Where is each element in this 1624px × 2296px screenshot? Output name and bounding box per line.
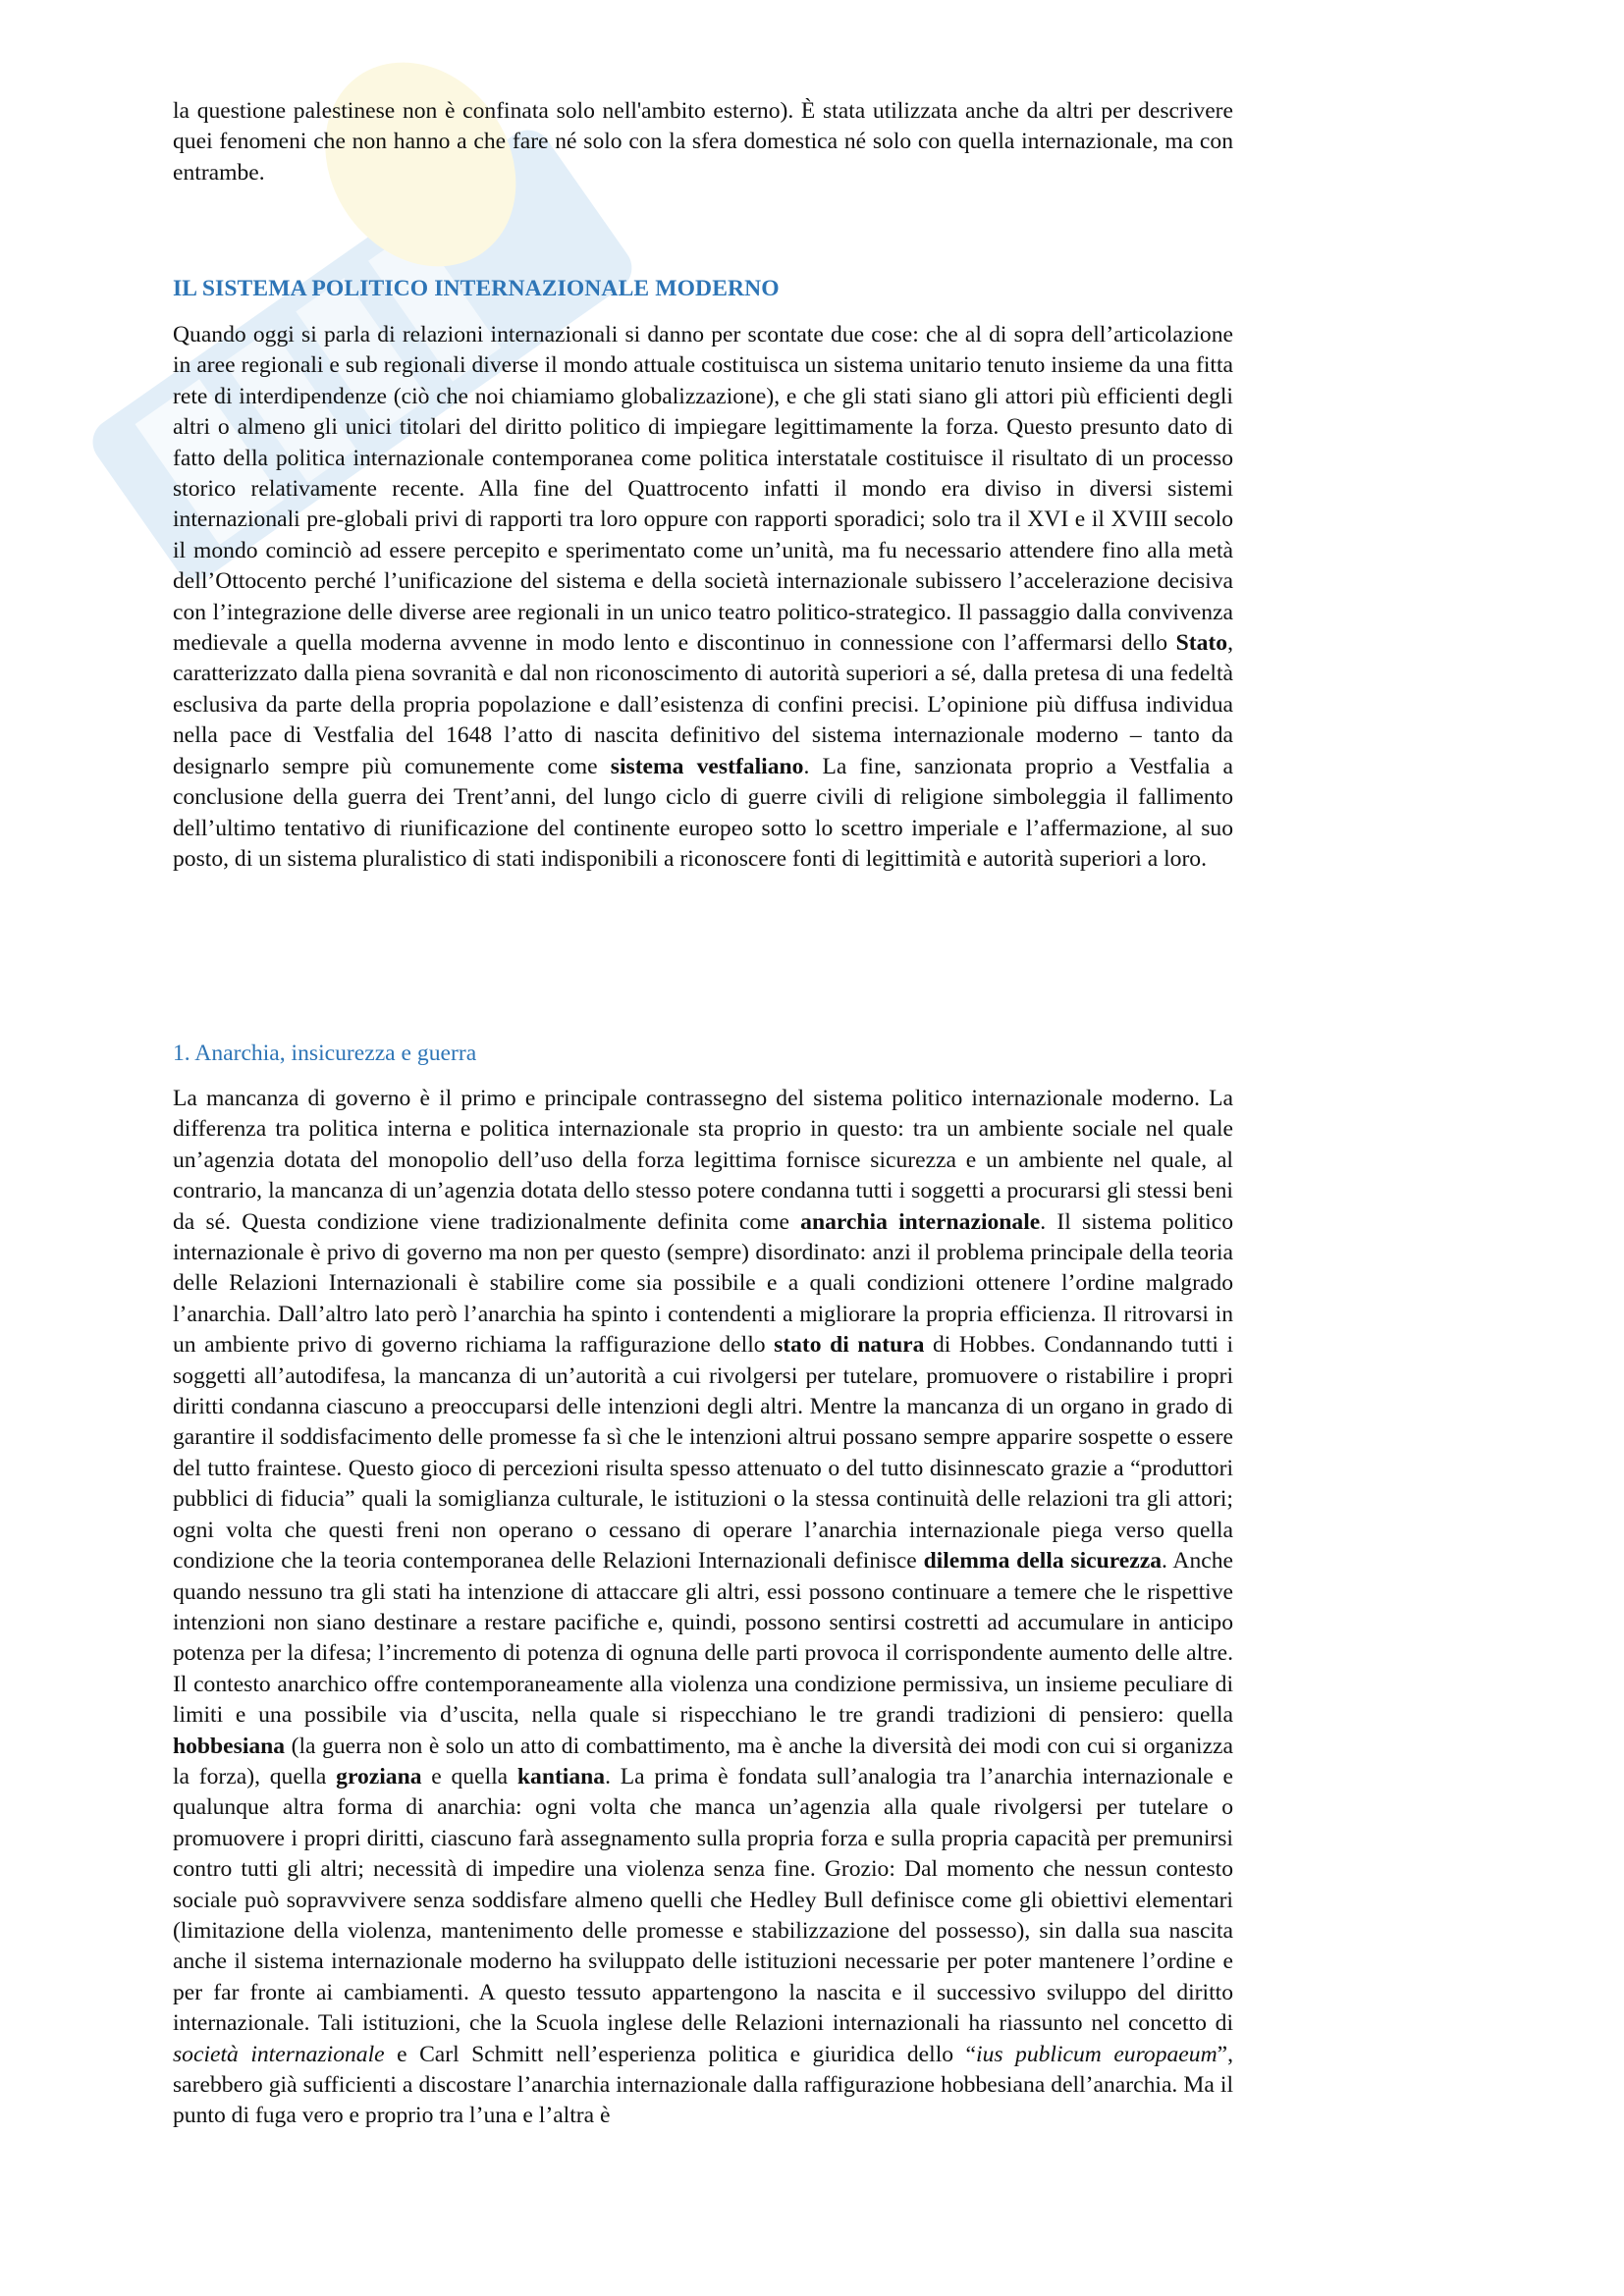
bold-term: dilemma della sicurezza — [923, 1548, 1163, 1575]
text-run: e Carl Schmitt nell’esperienza politica e giuridica dello “ — [384, 2041, 977, 2067]
text-run: . Il sistema politico internazionale è privo di governo ma non per questo (sempre) disordinato: anzi il problema principale della teoria delle Relazioni Internazionali è stabilire come sia possibile e a quali condizioni ottenere l’ordine malgrado l’anarchia. Dall’altro lato però l’anarchia ha spinto i contendenti a migliorare la propria efficienza. Il ritrovarsi in un ambiente privo di governo richiama la raffigurazione dello — [173, 1208, 1233, 1359]
text-run: . La prima è fondata sull’analogia tra l’anarchia internazionale e qualunque altra forma di anarchia: ogni volta che manca un’agenzia alla quale rivolgersi per tutelare o promuovere i propri diritti, ciascuno farà assegnamento sulla propria forza e sulla propria capacità per premunirsi contro tutti gli altri; necessità di impedire una violenza senza fine. Grozio: Dal momento che nessun contesto sociale può sopravvivere senza soddisfare almeno quelli che Hedley Bull definisce come gli obiettivi elementari (limitazione della violenza, mantenimento delle promesse e stabilizzazione del possesso), sin dalla sua nascita anche il sistema internazionale moderno ha sviluppato delle istituzioni necessarie per poter mantenere l’ordine e per far fronte ai cambiamenti. A questo tessuto appartengono la nascita e il successivo sviluppo del diritto internazionale. Tali istituzioni, che la Scuola inglese delle Relazioni internazionali ha riassunto nel concetto di — [173, 1763, 1233, 2037]
text-run: ”, sarebbero già sufficienti a discostare l’anarchia internazionale dalla raffigurazione hobbesiana dell’anarchia. Ma il punto di fuga vero e proprio tra l’una e l’altra è — [173, 2041, 1233, 2129]
italic-term: società internazionale — [173, 2041, 385, 2067]
intro-paragraph: la questione palestinese non è confinata solo nell'ambito esterno). È stata utilizzata anche da altri per descrivere quei fenomeni che non hanno a che fare né solo con la sfera domestica né solo con quella internazionale, ma con entrambe. — [173, 98, 1233, 186]
bold-term: anarchia internazionale — [800, 1208, 1041, 1235]
italic-term: ius publicum europaeum — [976, 2041, 1218, 2067]
text-run: La mancanza di governo è il primo e principale contrassegno del sistema politico internazionale moderno. La differenza tra politica interna e politica internazionale sta proprio in questo: tra un ambiente sociale nel quale un’agenzia dotata del monopolio dell’uso della forza legittima fornisce sicurezza e un ambiente nel quale, al contrario, la mancanza di un’agenzia dotata dello stesso potere condanna tutti i soggetti a procurarsi gli stessi beni da sé. Questa condizione viene tradizionalmente definita come — [173, 1086, 1233, 1235]
subsection-heading: 1. Anarchia, insicurezza e guerra — [173, 1041, 477, 1066]
bold-term: sistema vestfaliano — [610, 753, 804, 779]
text-run: , caratterizzato dalla piena sovranità e dal non riconoscimento di autorità superiori a sé, dalla pretesa di una fedeltà esclusiva da parte della propria popolazione e dall’esistenza di confini precisi. L’opinione più diffusa individua nella pace di Vestfalia del 1648 l’atto di nascita definitivo del sistema internazionale moderno – tanto da designarlo sempre più comunemente come — [173, 630, 1233, 779]
text-run: . La fine, sanzionata proprio a Vestfalia a conclusione della guerra dei Trent’anni, del lungo ciclo di guerre civili di religione simboleggia il fallimento dell’ultimo tentativo di riunificazione del continente europeo sotto lo scettro imperiale e l’affermazione, al suo posto, di un sistema pluralistico di stati indisponibili a riconoscere fonti di legittimità e autorità superiori a loro. — [173, 753, 1233, 872]
bold-term: groziana — [336, 1763, 422, 1789]
section-paragraph — [173, 320, 1233, 875]
text-run: . Anche quando nessuno tra gli stati ha intenzione di attaccare gli altri, essi possono continuare a temere che le rispettive intenzioni non siano destinare a restare pacifiche e, quindi, possono sentirsi costretti ad accumulare in anticipo potenza per la difesa; l’incremento di potenza di ognuna delle parti provoca il corrispondente aumento delle altre. Il contesto anarchico offre contemporaneamente alla violenza una condizione permissiva, un insieme peculiare di limiti e una possibile via d’uscita, nella quale si rispecchiano le tre grandi tradizioni di pensiero: quella — [173, 1548, 1233, 1729]
text-run: (la guerra non è solo un atto di combattimento, ma è anche la diversità dei modi con cui si organizza la forza), quella — [173, 1733, 1233, 1789]
text-run: Quando oggi si parla di relazioni internazionali si danno per scontate due cose: che al di sopra dell’articolazione in aree regionali e sub regionali diverse il mondo attuale costituisca un sistema unitario tenuto insieme da una fitta rete di interdipendenze (ciò che noi chiamiamo globalizzazione), e che gli stati siano gli attori più efficienti degli altri o almeno gli unici titolari del diritto politico di impiegare legittimamente la forza. Questo presunto dato di fatto della politica internazionale contemporanea come politica interstatale costituisce il risultato di un processo storico relativamente recente. Alla fine del Quattrocento infatti il mondo era diviso in diversi sistemi internazionali pre-globali privi di rapporti tra loro oppure con rapporti sporadici; solo tra il XVI e il XVIII secolo il mondo cominciò ad essere percepito e sperimentato come un’unità, ma fu necessario attendere fino alla metà dell’Ottocento perché l’unificazione del sistema e della società internazionale subissero l’accelerazione decisiva con l’integrazione delle diverse aree regionali in un unico teatro politico-strategico. Il passaggio dalla convivenza medievale a quella moderna avvenne in modo lento e discontinuo in connessione con l’affermarsi dello — [173, 322, 1233, 657]
section-heading: IL SISTEMA POLITICO INTERNAZIONALE MODERNO — [173, 276, 780, 301]
text-run: di Hobbes. Condannando tutti i soggetti all’autodifesa, la mancanza di un’autorità a cui rivolgersi per tutelare, promuovere o ristabilire i propri diritti condanna ciascuno a preoccuparsi delle intenzioni degli altri. Mentre la mancanza di un organo in grado di garantire il soddisfacimento delle promesse fa sì che le intenzioni altrui possano sempre apparire sospette o essere del tutto fraintese. Questo gioco di percezioni risulta spesso attenuato o del tutto disinnescato grazie a “produttori pubblici di fiducia” quali la somiglianza culturale, le istituzioni o la stessa continuità delle relazioni tra gli attori; ogni volta che questi freni non operano o cessano di operare l’anarchia internazionale piega verso quella condizione che la teoria contemporanea delle Relazioni Internazionali definisce — [173, 1332, 1233, 1575]
bold-term: Stato — [1175, 630, 1228, 657]
text-run: e quella — [421, 1763, 517, 1789]
bold-term: stato di natura — [774, 1332, 925, 1359]
bold-term: kantiana — [516, 1763, 606, 1789]
bold-term: hobbesiana — [173, 1733, 286, 1759]
subsection-paragraph — [173, 1084, 1233, 2132]
